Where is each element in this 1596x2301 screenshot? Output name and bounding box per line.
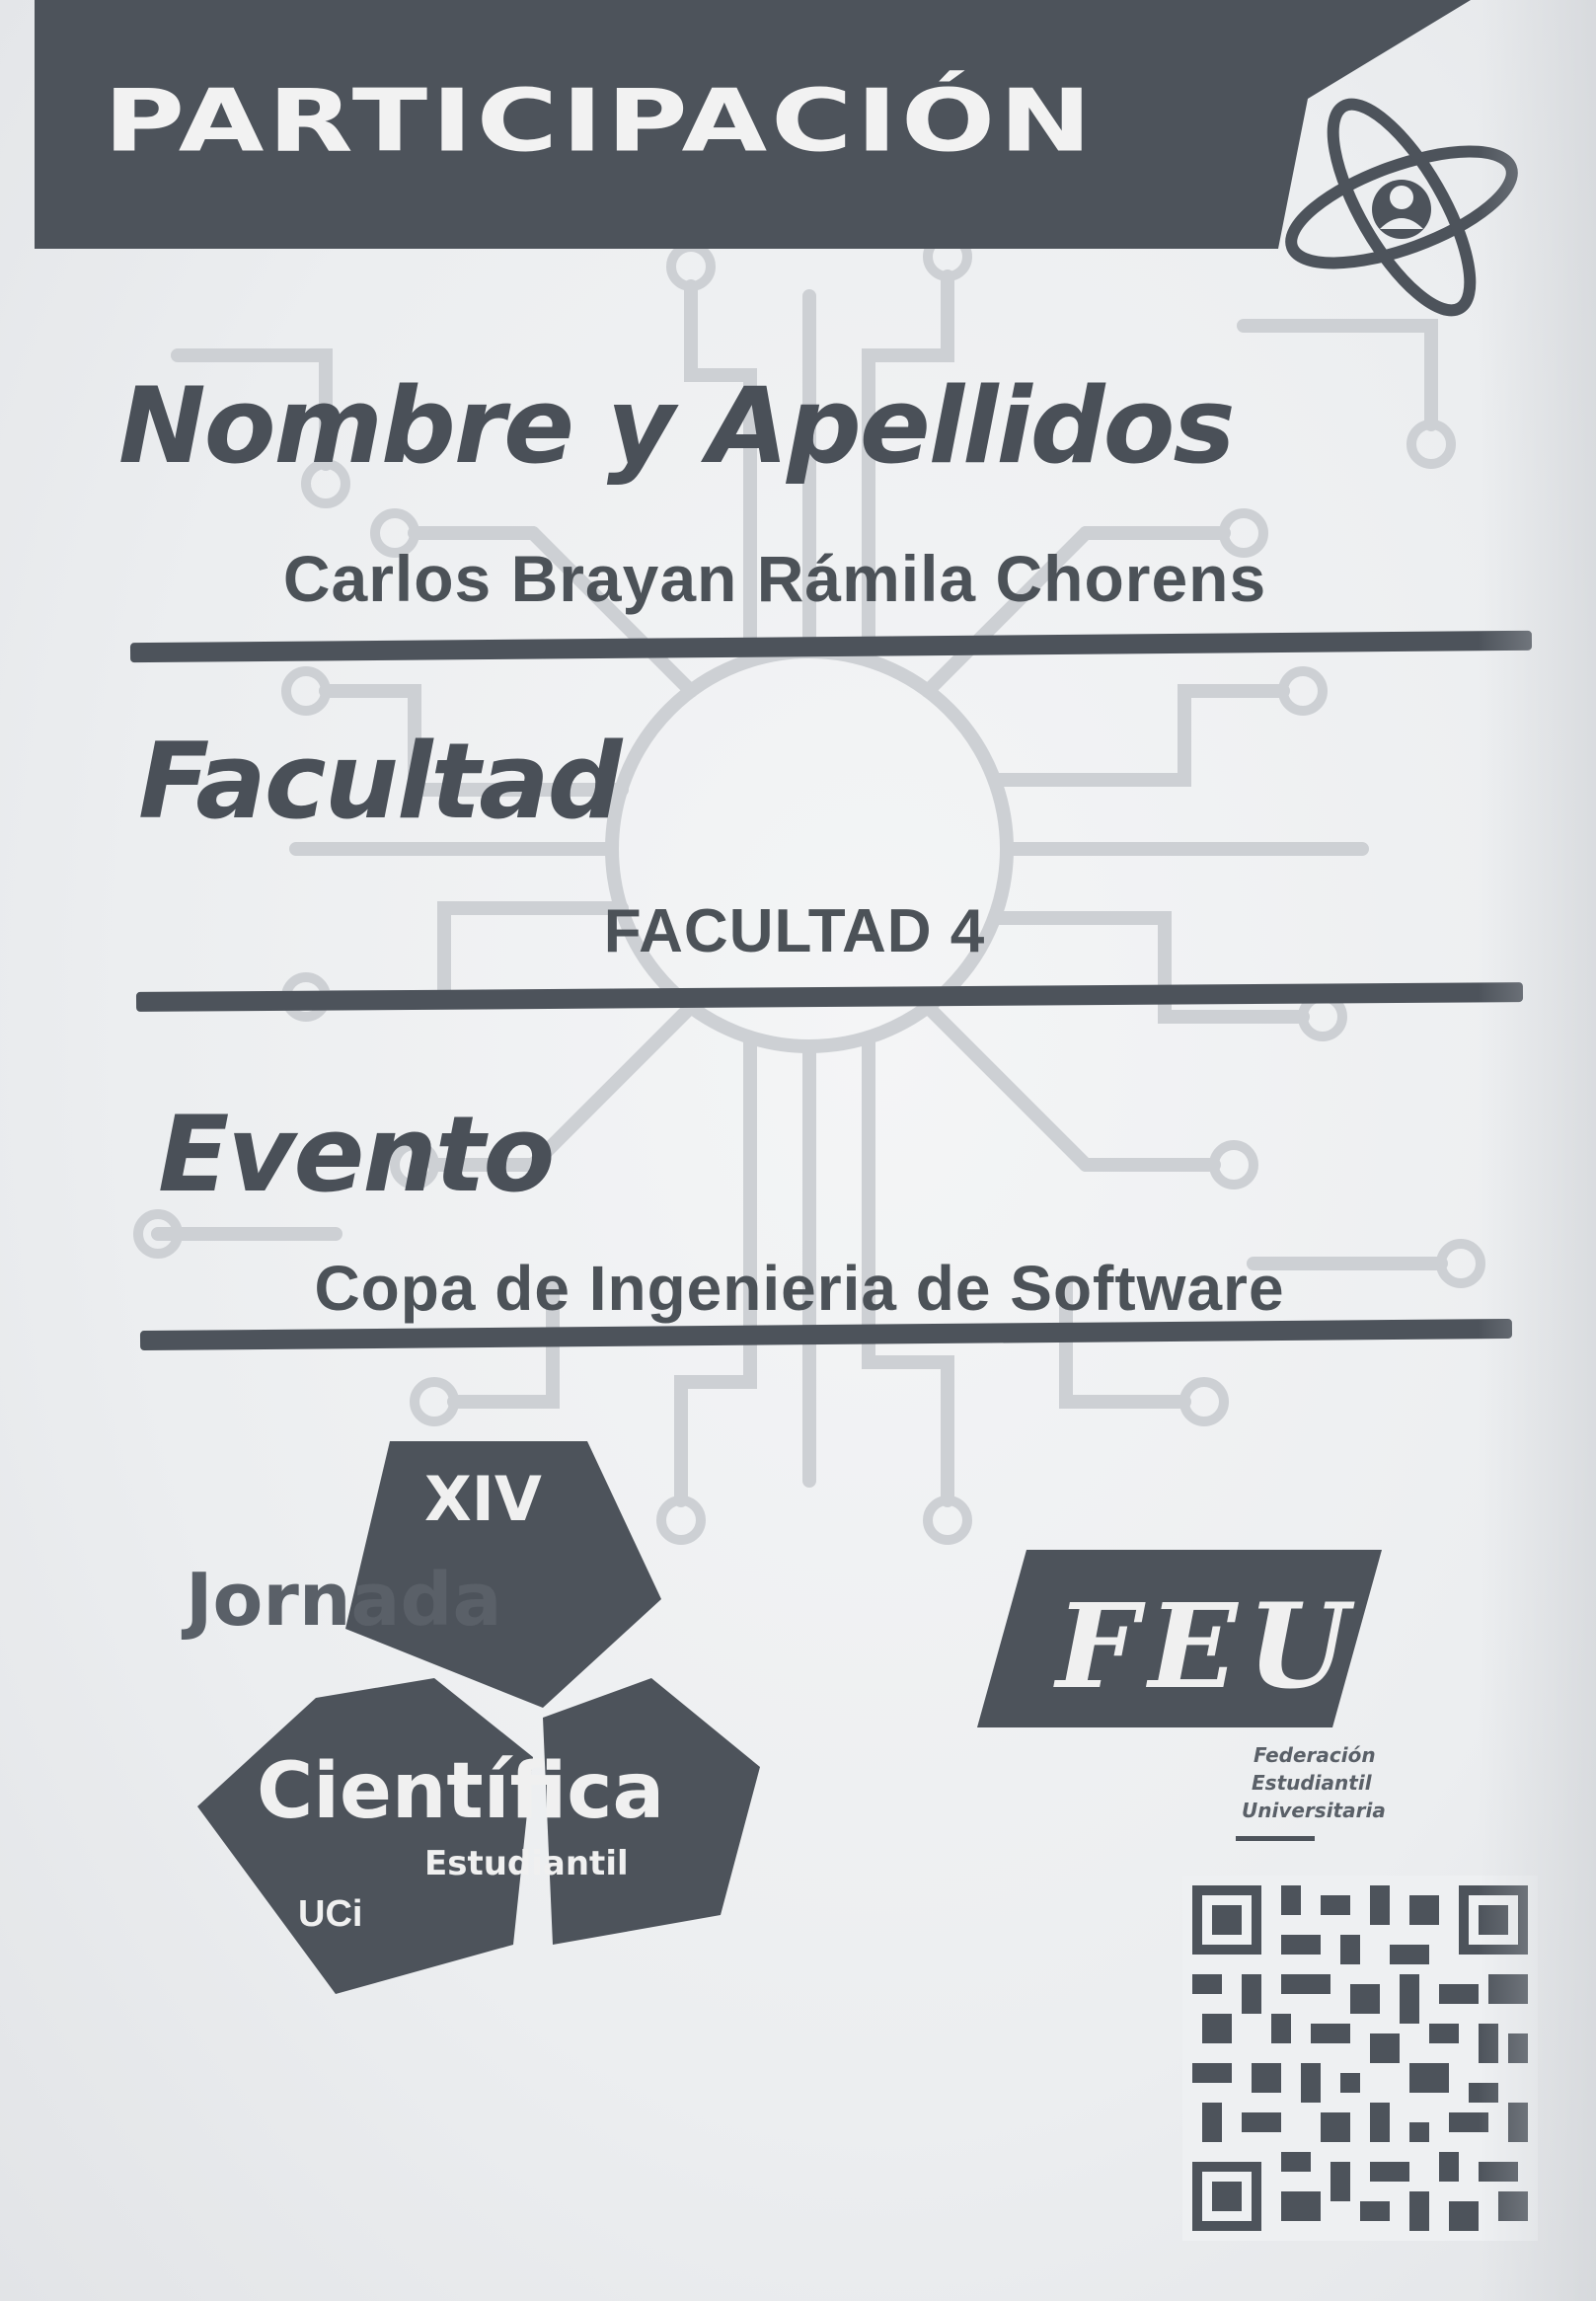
- feu-underline: [1236, 1836, 1315, 1841]
- jornada-number: XIV: [424, 1463, 542, 1535]
- faculty-label: Facultad: [138, 721, 621, 842]
- feu-line2: Estudiantil: [1252, 1771, 1372, 1795]
- jornada-logo: [188, 1431, 799, 2024]
- header-banner: [35, 0, 1471, 249]
- jornada-line1: Jornada: [186, 1558, 502, 1643]
- feu-acronym: FEU: [1056, 1577, 1359, 1715]
- name-label: Nombre y Apellidos: [118, 365, 1234, 487]
- event-label: Evento: [158, 1094, 554, 1215]
- faculty-value: FACULTAD 4: [603, 897, 986, 965]
- jornada-line2: Científica: [257, 1747, 665, 1836]
- paper-edge-shadow: [1478, 0, 1596, 2301]
- feu-line3: Universitaria: [1242, 1799, 1386, 1822]
- feu-logo: [967, 1540, 1402, 1856]
- event-value: Copa de Ingenieria de Software: [314, 1253, 1285, 1324]
- feu-line1: Federación: [1254, 1743, 1376, 1767]
- page-title: PARTICIPACIÓN: [104, 71, 1096, 172]
- uci-badge: UCi: [298, 1893, 363, 1935]
- jornada-line3: Estudiantil: [424, 1844, 629, 1883]
- name-value: Carlos Brayan Rámila Chorens: [282, 542, 1267, 615]
